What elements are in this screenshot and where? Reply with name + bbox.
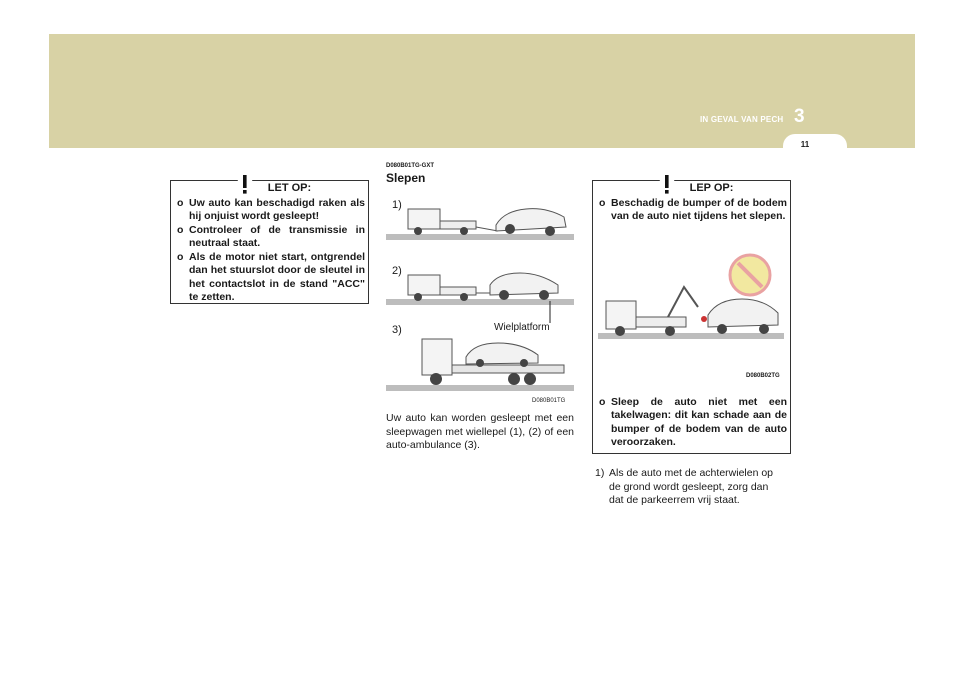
figure-label: 1) — [392, 199, 402, 211]
towing-figure — [386, 187, 574, 409]
header-band — [0, 0, 960, 148]
figure-callout: Wielplatform — [494, 322, 550, 333]
right-warning-title: LEP OP: — [689, 181, 734, 194]
left-warning-title: LET OP: — [267, 181, 312, 194]
figure-code: D080B01TG — [532, 398, 566, 404]
page-number: 11 — [800, 140, 810, 149]
left-warning-item: o Uw auto kan beschadigd raken als hij onjuist wordt gesleept! — [177, 197, 365, 223]
figure-code: D080B02TG — [746, 373, 780, 379]
tow-truck-illustration — [598, 247, 784, 387]
section-label: IN GEVAL VAN PECH — [700, 115, 784, 124]
left-warning-item: o Controleer of de transmissie in neutraal staat. — [177, 223, 365, 250]
footnote — [595, 467, 785, 508]
left-warning-item: o Als de motor niet start, ontgrendel dan het stuurslot door de sleutel in het contactslot in de stand "ACC" te zetten. — [177, 250, 365, 304]
figure-label: 2) — [392, 265, 402, 277]
warning-triangle-icon — [650, 167, 684, 197]
section-code: D080B01TG-GXT — [386, 163, 435, 169]
footnote-text: Als de auto met de achterwielen op de grond wordt gesleept, zorg dan dat de parkeerrem vrij staat. — [609, 467, 774, 507]
footnote-marker: 1) — [595, 467, 605, 479]
figure-label: 3) — [392, 324, 402, 336]
towing-illustration — [386, 187, 574, 409]
right-warning-item: o Sleep de auto niet met een takelwagen: dit kan schade aan de bumper of de bodem van de auto veroorzaken. — [599, 396, 787, 449]
right-warning-item: o Beschadig de bumper of de bodem van de auto niet tijdens het slepen. — [599, 197, 787, 223]
left-warning-box — [170, 180, 369, 304]
section-title: Slepen — [386, 171, 426, 185]
warning-triangle-icon — [228, 167, 262, 197]
section-number: 3 — [794, 106, 805, 127]
towing-body: Uw auto kan worden gesleept met een sleepwagen met wiellepel (1), (2) of een auto-ambulance (3). — [386, 412, 574, 452]
right-warning-box — [592, 180, 791, 454]
tow-truck-figure — [598, 247, 784, 387]
